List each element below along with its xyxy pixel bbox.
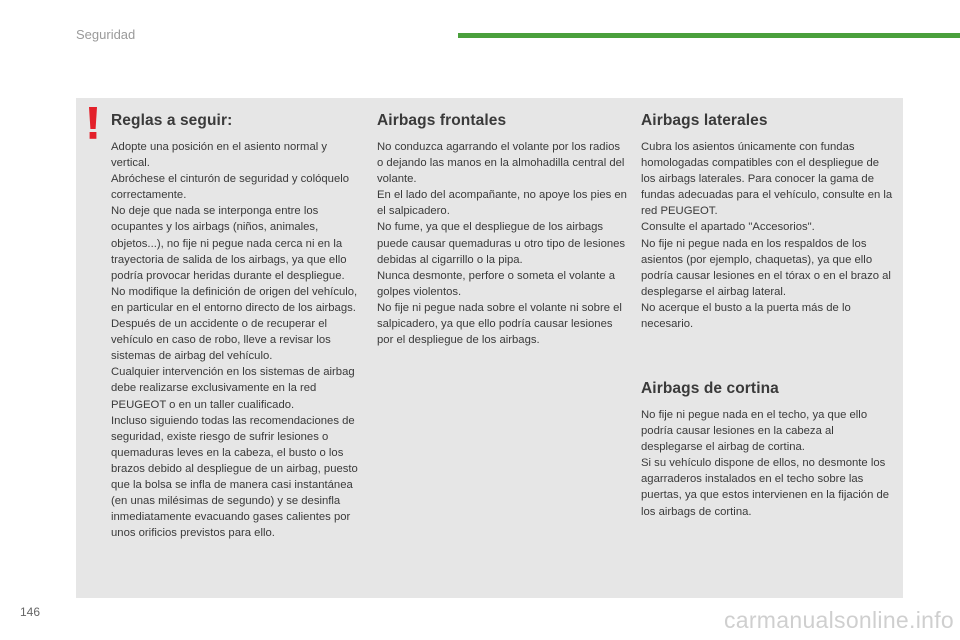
rules-heading: Reglas a seguir: bbox=[111, 112, 233, 129]
section-title: Seguridad bbox=[76, 27, 136, 42]
curtain-airbags-column bbox=[641, 380, 896, 520]
header-accent-bar bbox=[458, 33, 960, 38]
frontal-airbags-heading: Airbags frontales bbox=[377, 112, 507, 129]
warning-exclamation-dot bbox=[90, 132, 97, 139]
side-airbags-column bbox=[641, 112, 896, 332]
curtain-airbags-heading: Airbags de cortina bbox=[641, 380, 779, 397]
curtain-airbags-text: No fije ni pegue nada en el techo, ya que ello podría causar lesiones en la cabeza al desplegarse el airbag de cortina. Si su vehículo dispone de ellos, no desmonte los agarraderos instalados en el techo sobre las puertas, ya que estos intervienen en la fijación de los airbags de cortina. bbox=[641, 409, 890, 518]
rules-text: Adopte una posición en el asiento normal y vertical. Abróchese el cinturón de seguridad y colóquelo correctamente. No deje que nada se interponga entre los ocupantes y los airbags (niños, animales, objetos...), no fije ni pegue nada cerca ni en la trayectoria de salida de los airbags, ya que ello podría provocar heridas durante el despliegue. No modifique la definición de origen del vehículo, en particular en el entorno directo de los airbags. Después de un accidente o de recuperar el vehículo en caso de robo, lleve a revisar los sistemas de airbag del vehículo. Cualquier intervención en los sistemas de airbag debe realizarse exclusivamente en la red PEUGEOT o en un taller cualificado. Incluso siguiendo todas las recomendaciones de seguridad, existe riesgo de sufrir lesiones o quemaduras leves en la cabeza, el busto o los brazos debido al despliegue de un airbag, puesto que la bolsa se infla de manera casi instantánea (en unas milésimas de segundo) y se desinfla inmediatamente evacuando gases calientes por unos orificios previstos para ello. bbox=[111, 141, 358, 540]
frontal-airbags-column bbox=[377, 112, 629, 348]
rules-column bbox=[111, 112, 363, 541]
watermark: carmanualsonline.info bbox=[723, 607, 954, 633]
page-number: 146 bbox=[20, 605, 41, 619]
frontal-airbags-text: No conduzca agarrando el volante por los radios o dejando las manos en la almohadilla central del volante. En el lado del acompañante, no apoye los pies en el salpicadero. No fume, ya que el despliegue de los airbags puede causar quemaduras u otro tipo de lesiones debidas al cigarrillo o la pipa. Nunca desmonte, perfore o someta el volante a golpes violentos. No fije ni pegue nada sobre el volante ni sobre el salpicadero, ya que ello podría causar lesiones por el despliegue de los airbags. bbox=[377, 141, 627, 347]
side-airbags-heading: Airbags laterales bbox=[641, 112, 768, 129]
side-airbags-text: Cubra los asientos únicamente con fundas homologadas compatibles con el despliegue de los airbags laterales. Para conocer la gama de fundas adecuadas para el vehículo, consulte en la red PEUGEOT. Consulte el apartado "Accesorios". No fije ni pegue nada en los respaldos de los asientos (por ejemplo, chaquetas), ya que ello podría causar lesiones en el tórax o en el brazo al desplegarse el airbag lateral. No acerque el busto a la puerta más de lo necesario. bbox=[641, 141, 893, 331]
warning-exclamation-bar bbox=[89, 107, 97, 129]
warning-exclamation-icon bbox=[86, 106, 100, 140]
